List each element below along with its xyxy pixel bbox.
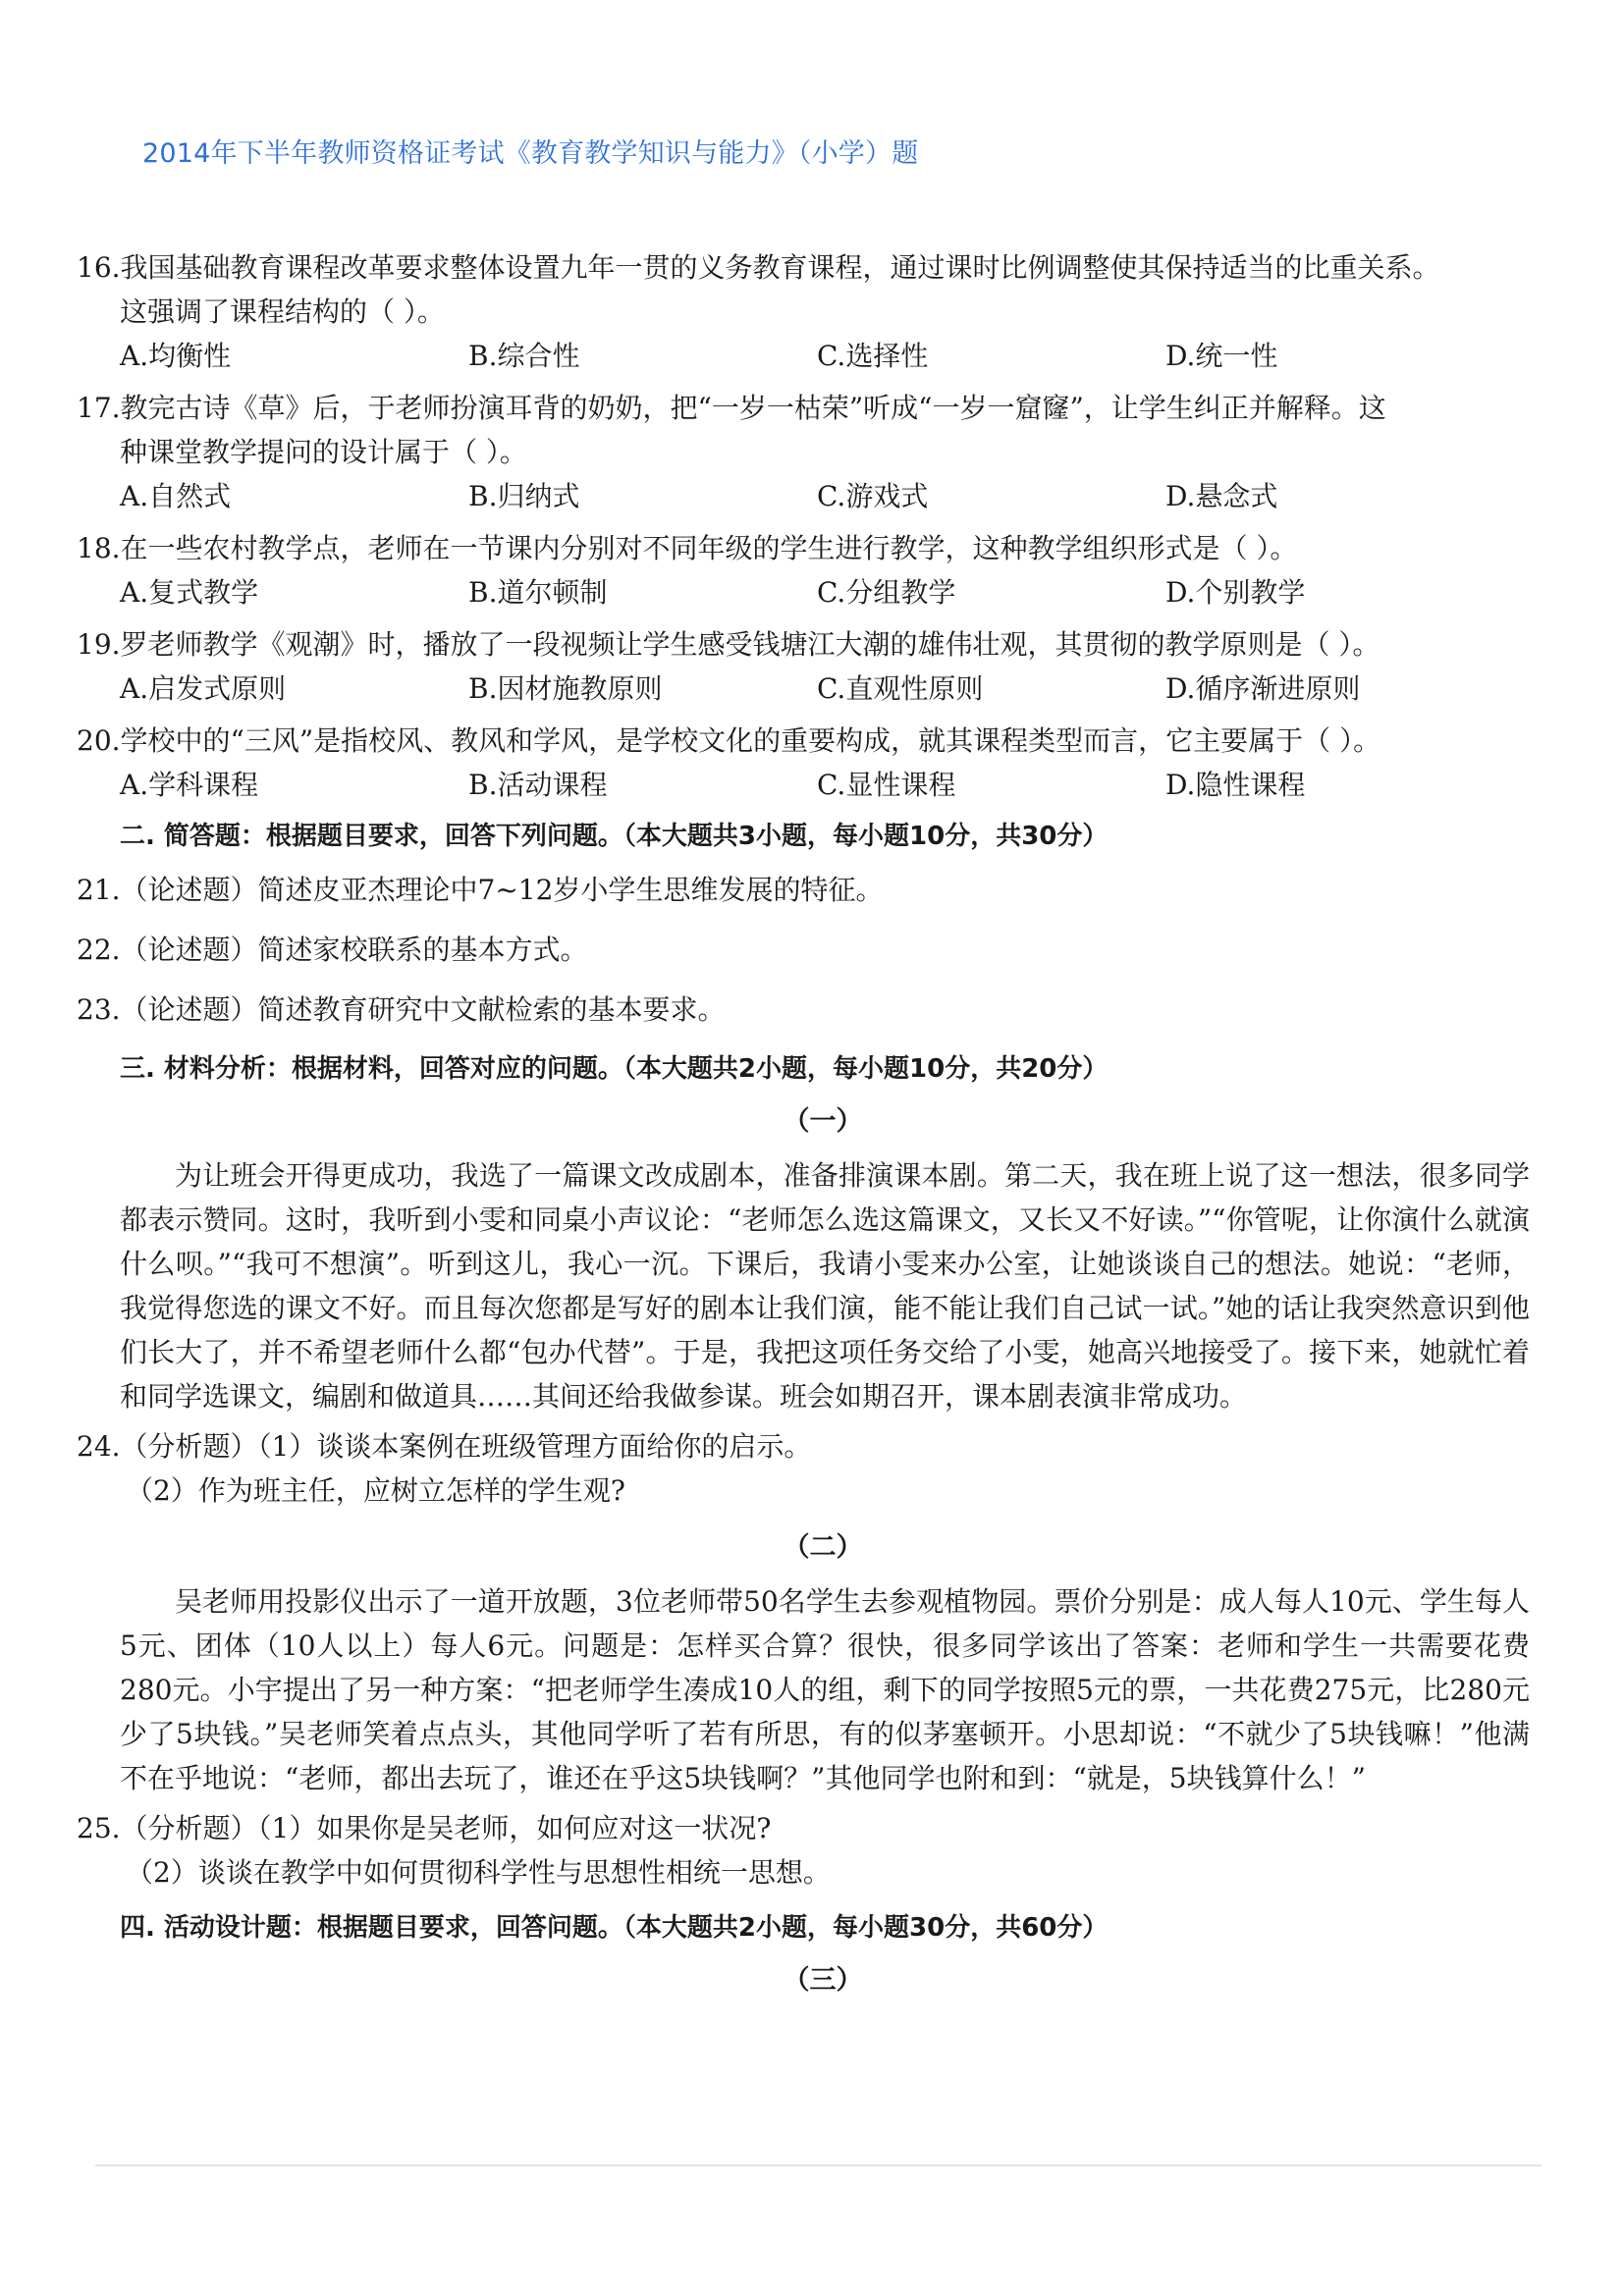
option-c: C.显性课程 xyxy=(817,769,956,801)
option-d: D.循序渐进原则 xyxy=(1165,672,1361,705)
material-label: （二） xyxy=(783,1532,863,1563)
option-a: A.复式教学 xyxy=(120,576,259,609)
question-20 xyxy=(77,719,1530,763)
section-heading: 四. 活动设计题：根据题目要求，回答问题。（本大题共2小题，每小题30分，共60分） xyxy=(120,1913,1109,1943)
option-d: D.悬念式 xyxy=(1165,480,1278,512)
material-label: （三） xyxy=(783,1965,863,1996)
section-heading: 三. 材料分析：根据材料，回答对应的问题。（本大题共2小题，每小题10分，共20分） xyxy=(120,1054,1109,1084)
question-text: （分析题）（1）如果你是吴老师，如何应对这一状况? xyxy=(120,1812,772,1844)
option-c: C.直观性原则 xyxy=(817,672,984,705)
material-text: 为让班会开得更成功，我选了一篇课文改成剧本，准备排演课本剧。第二天，我在班上说了这一想法，很多同学都表示赞同。这时，我听到小雯和同桌小声议论：“老师怎么选这篇课文，又长又不好读。”“你管呢，让你演什么就演什么呗。”“我可不想演”。听到这儿，我心一沉。下课后，我请小雯来办公室，让她谈谈自己的想法。她说：“老师，我觉得您选的课文不好。而且每次您都是写好的剧本让我们演，能不能让我们自己试一试。”她的话让我突然意识到他们长大了，并不希望老师什么都“包办代替”。于是，我把这项任务交给了小雯，她高兴地接受了。接下来，她就忙着和同学选课文，编剧和做道具……其间还给我做参谋。班会如期召开，课本剧表演非常成功。 xyxy=(120,1159,1530,1413)
question-text: （论述题）简述家校联系的基本方式。 xyxy=(120,934,588,966)
question-text: （论述题）简述教育研究中文献检索的基本要求。 xyxy=(120,993,726,1026)
options-19 xyxy=(77,667,1530,711)
question-text: （分析题）（1）谈谈本案例在班级管理方面给你的启示。 xyxy=(120,1430,812,1463)
page-title: 2014年下半年教师资格证考试《教育教学知识与能力》（小学）题 xyxy=(142,138,919,169)
question-text: 学校中的“三风”是指校风、教风和学风，是学校文化的重要构成，就其课程类型而言，它主要属于（ ）。 xyxy=(120,724,1381,757)
footer-divider xyxy=(95,2164,1542,2166)
option-c: C.游戏式 xyxy=(817,480,929,512)
question-23 xyxy=(77,988,1530,1032)
option-a: A.均衡性 xyxy=(120,340,232,372)
options-17 xyxy=(77,474,1530,518)
options-20 xyxy=(77,763,1530,807)
option-c: C.分组教学 xyxy=(817,576,956,609)
question-number: 20. xyxy=(77,724,121,757)
question-21 xyxy=(77,868,1530,912)
options-16 xyxy=(77,334,1530,378)
option-b: B.综合性 xyxy=(468,340,580,372)
option-b: B.归纳式 xyxy=(468,480,580,512)
question-text-cont: （2）作为班主任，应树立怎样的学生观? xyxy=(126,1474,625,1507)
option-d: D.统一性 xyxy=(1165,340,1278,372)
question-number: 25. xyxy=(77,1812,121,1844)
question-number: 19. xyxy=(77,628,121,661)
question-text: 在一些农村教学点，老师在一节课内分别对不同年级的学生进行教学，这种教学组织形式是（ ）。 xyxy=(120,532,1298,564)
option-c: C.选择性 xyxy=(817,340,929,372)
question-number: 21. xyxy=(77,874,121,906)
question-text-cont: （2）谈谈在教学中如何贯彻科学性与思想性相统一思想。 xyxy=(126,1856,831,1889)
exam-content xyxy=(77,245,1530,2012)
question-18 xyxy=(77,526,1530,570)
question-number: 23. xyxy=(77,993,121,1026)
question-22 xyxy=(77,928,1530,972)
question-number: 24. xyxy=(77,1430,121,1463)
option-b: B.道尔顿制 xyxy=(468,576,608,609)
question-number: 22. xyxy=(77,934,121,966)
section-heading: 二. 简答题：根据题目要求，回答下列问题。（本大题共3小题，每小题10分，共30分） xyxy=(120,822,1109,851)
options-18 xyxy=(77,570,1530,614)
question-text: 罗老师教学《观潮》时，播放了一段视频让学生感受钱塘江大潮的雄伟壮观，其贯彻的教学原则是（ ）。 xyxy=(120,628,1380,661)
question-16 xyxy=(77,245,1530,334)
material-label: （一） xyxy=(783,1106,863,1137)
question-number: 16. xyxy=(77,251,121,284)
question-25 xyxy=(77,1806,1530,1895)
question-text: 教完古诗《草》后，于老师扮演耳背的奶奶，把“一岁一枯荣”听成“一岁一窟窿”，让学生纠正并解释。这 xyxy=(120,392,1386,424)
question-text: （论述题）简述皮亚杰理论中7~12岁小学生思维发展的特征。 xyxy=(120,874,884,906)
question-17 xyxy=(77,386,1530,474)
question-number: 17. xyxy=(77,392,121,424)
option-b: B.因材施教原则 xyxy=(468,672,663,705)
material-text: 吴老师用投影仪出示了一道开放题，3位老师带50名学生去参观植物园。票价分别是：成人每人10元、学生每人5元、团体（10人以上）每人6元。问题是：怎样买合算？很快，很多同学该出了答案：老师和学生一共需要花费280元。小宇提出了另一种方案：“把老师学生凑成10人的组，剩下的同学按照5元的票，一共花费275元，比280元少了5块钱。”吴老师笑着点点头，其他同学听了若有所思，有的似茅塞顿开。小思却说：“不就少了5块钱嘛！”他满不在乎地说：“老师，都出去玩了，谁还在乎这5块钱啊？”其他同学也附和到：“就是，5块钱算什么！” xyxy=(120,1585,1530,1794)
option-d: D.个别教学 xyxy=(1165,576,1306,609)
question-24 xyxy=(77,1424,1530,1513)
option-a: A.启发式原则 xyxy=(120,672,287,705)
option-a: A.学科课程 xyxy=(120,769,259,801)
question-number: 18. xyxy=(77,532,121,564)
option-d: D.隐性课程 xyxy=(1165,769,1306,801)
option-a: A.自然式 xyxy=(120,480,232,512)
question-text-cont: 种课堂教学提问的设计属于（ ）。 xyxy=(120,436,527,468)
question-text: 我国基础教育课程改革要求整体设置九年一贯的义务教育课程，通过课时比例调整使其保持适当的比重关系。 xyxy=(120,251,1440,284)
question-text-cont: 这强调了课程结构的（ ）。 xyxy=(120,295,445,328)
question-19 xyxy=(77,622,1530,667)
option-b: B.活动课程 xyxy=(468,769,608,801)
